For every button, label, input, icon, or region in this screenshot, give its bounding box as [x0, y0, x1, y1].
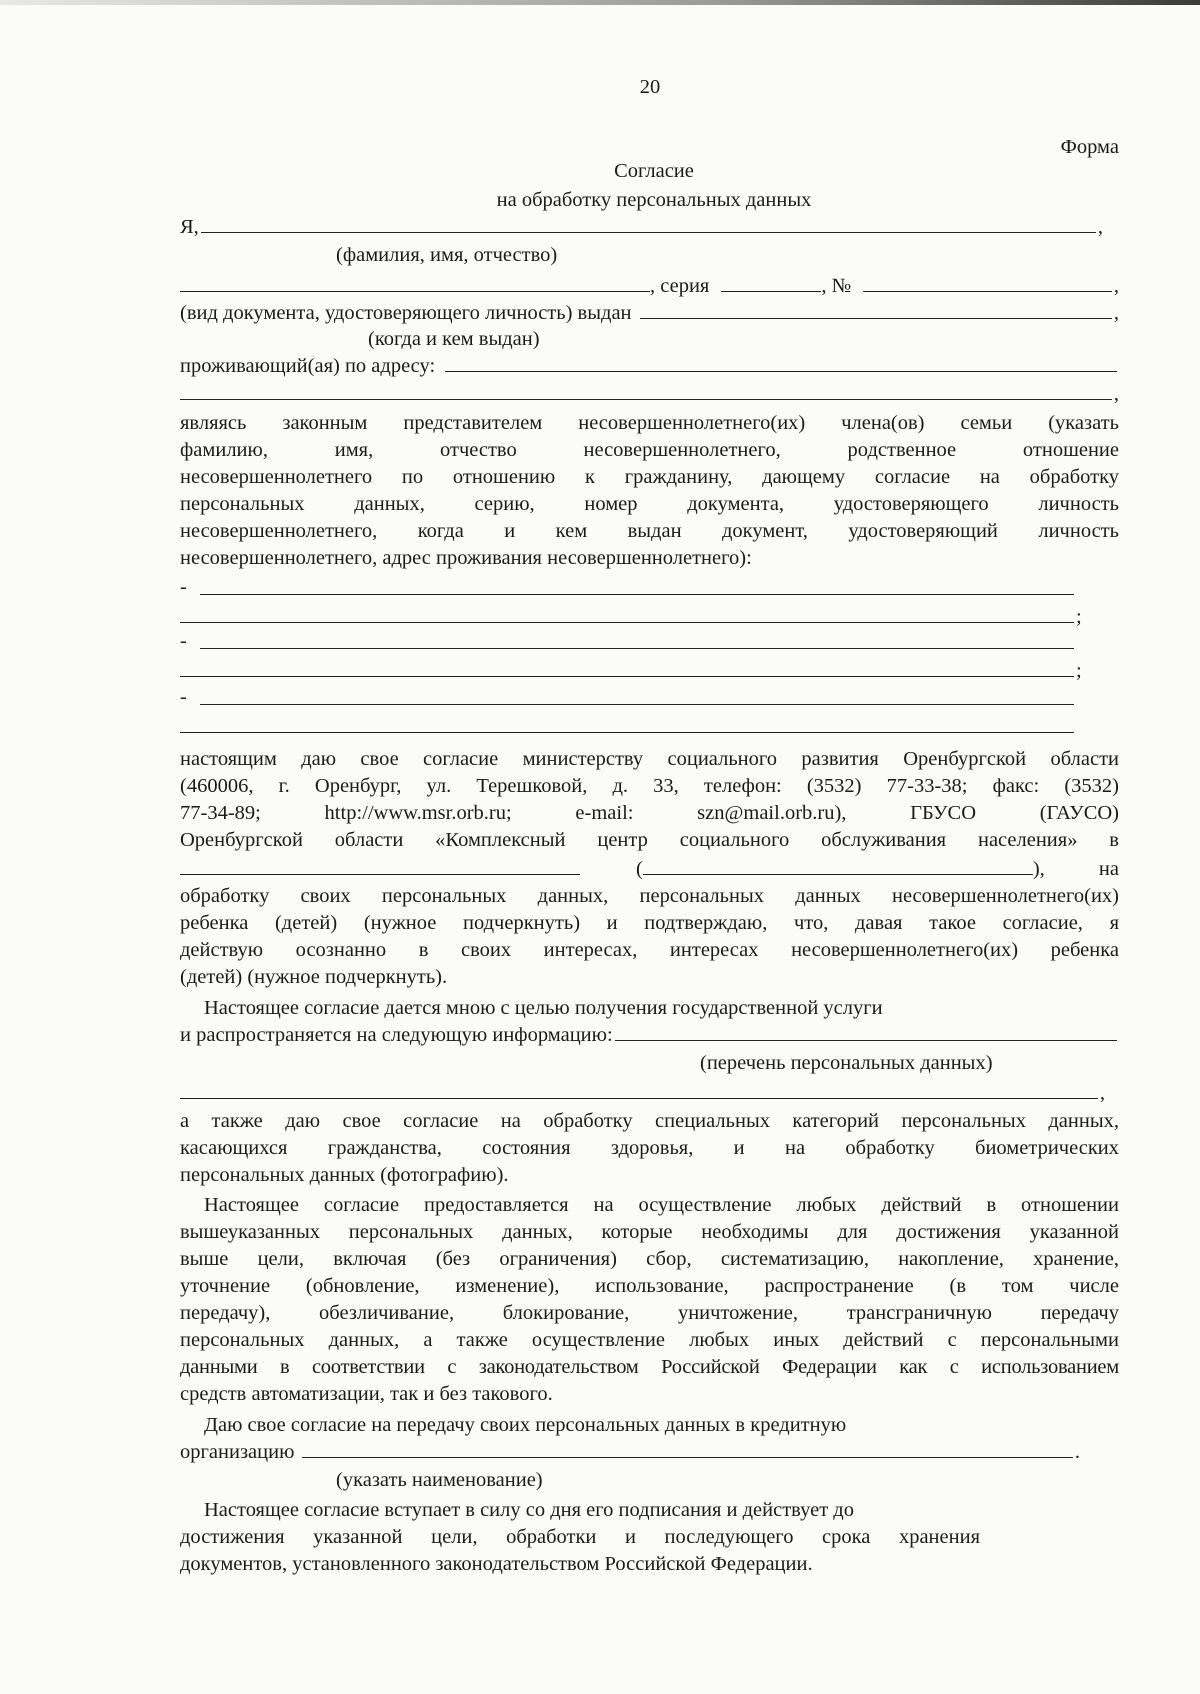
minor-2-dash: - — [180, 630, 187, 652]
form-label: Форма — [1060, 136, 1119, 158]
fio-field[interactable] — [201, 215, 1096, 233]
minor-1-dash: - — [180, 576, 187, 598]
para3-line-3: действую осознанно в своих интересах, интересах несовершеннолетнего(их) ребенка — [180, 939, 1119, 961]
actions-line-1: Настоящее согласие предоставляется на осуществление любых действий в отношении — [204, 1194, 1119, 1216]
hint-issued: (когда и кем выдан) — [368, 328, 540, 350]
actions-line-2: вышеуказанных персональных данных, которые необходимы для достижения указанной — [180, 1221, 1119, 1243]
hint-pd-list: (перечень персональных данных) — [700, 1052, 993, 1074]
minor-3-field-2[interactable] — [180, 732, 1074, 733]
center-location-field[interactable] — [643, 857, 1033, 875]
para2-line-3: 77-34-89; http://www.msr.orb.ru; e-mail: szn@mail.orb.ru), ГБУСО (ГАУСО) — [180, 802, 1119, 824]
minor-2-field-2[interactable] — [180, 676, 1074, 677]
minor-2-field[interactable] — [200, 648, 1074, 649]
number-label: , № — [821, 275, 852, 297]
bank-line-2 — [180, 1439, 1080, 1465]
validity-line-3: документов, установленного законодательством Российской Федерации. — [180, 1553, 813, 1575]
bank-line-1: Даю свое согласие на передачу своих персональных данных в кредитную — [204, 1414, 847, 1436]
actions-line-8: средств автоматизации, так и без такового. — [180, 1383, 553, 1405]
purpose-line-2 — [180, 1022, 1119, 1048]
open-paren: ( — [636, 858, 643, 880]
bank-period: . — [1074, 1441, 1080, 1463]
seria-label: , серия — [650, 275, 710, 297]
para1-line-5: несовершеннолетнего, когда и кем выдан документ, удостоверяющий личность — [180, 520, 1119, 542]
hint-fio: (фамилия, имя, отчество) — [336, 244, 558, 266]
para2-line-4: Оренбургской области «Комплексный центр социального обслуживания населения» в — [180, 829, 1119, 851]
special-line-3: персональных данных (фотографию). — [180, 1164, 509, 1186]
address-comma: , — [1113, 383, 1119, 405]
address-line — [180, 353, 1119, 379]
para1-line-1: являясь законным представителем несовершеннолетнего(их) члена(ов) семьи (указать — [180, 412, 1119, 434]
center-name-field[interactable] — [180, 857, 580, 875]
para2-line-2: (460006, г. Оренбург, ул. Терешковой, д. 33, телефон: (3532) 77-33-38; факс: (3532) — [180, 775, 1119, 797]
seria-field[interactable] — [721, 274, 821, 292]
para1-line-3: несовершеннолетнего по отношению к гражданину, дающему согласие на обработку — [180, 466, 1119, 488]
title-line-1: Согласие — [614, 160, 694, 182]
bank-label: организацию — [180, 1441, 295, 1463]
actions-line-6: персональных данных, а также осуществление любых иных действий с персональными — [180, 1329, 1119, 1351]
address-field-2[interactable] — [180, 382, 1112, 400]
scan-edge — [0, 0, 1200, 5]
close-paren: ), — [1032, 858, 1045, 880]
para1-line-4: персональных данных, серию, номер документа, удостоверяющего личность — [180, 493, 1119, 515]
pd-list-line-2 — [180, 1080, 1119, 1106]
validity-line-1: Настоящее согласие вступает в силу со дня его подписания и действует до — [204, 1499, 854, 1521]
page-number: 20 — [639, 76, 661, 98]
na-word: на — [1098, 858, 1119, 880]
actions-line-5: передачу), обезличивание, блокирование, уничтожение, трансграничную передачу — [180, 1302, 1119, 1324]
actions-line-7: данными в соответствии с законодательством Российской Федерации как с использованием — [180, 1356, 1119, 1378]
title-line-2: на обработку персональных данных — [496, 189, 812, 211]
minor-3-field[interactable] — [200, 704, 1074, 705]
special-line-2: касающихся гражданства, состояния здоровья, и на обработку биометрических — [180, 1137, 1119, 1159]
minor-2-semicolon: ; — [1076, 660, 1082, 682]
minor-1-field-2[interactable] — [180, 622, 1074, 623]
address-label: проживающий(ая) по адресу: — [180, 355, 436, 377]
fio-line — [180, 214, 1119, 240]
actions-line-4: уточнение (обновление, изменение), использование, распространение (в том числе — [180, 1275, 1119, 1297]
doc-type-label: (вид документа, удостоверяющего личность) выдан — [180, 302, 632, 324]
purpose-label: и распространяется на следующую информацию: — [180, 1024, 613, 1046]
hint-bank-name: (указать наименование) — [336, 1469, 543, 1491]
number-field[interactable] — [863, 274, 1112, 292]
pd-list-field[interactable] — [615, 1023, 1117, 1041]
issued-field[interactable] — [640, 301, 1112, 319]
fio-comma: , — [1097, 216, 1103, 238]
address-line-2 — [180, 381, 1119, 407]
para3-line-2: ребенка (детей) (нужное подчеркнуть) и подтверждаю, что, давая такое согласие, я — [180, 912, 1119, 934]
pd-list-field-2[interactable] — [180, 1081, 1098, 1099]
para1-line-2: фамилию, имя, отчество несовершеннолетнего, родственное отношение — [180, 439, 1119, 461]
actions-line-3: выше цели, включая (без ограничения) сбор, систематизацию, накопление, хранение, — [180, 1248, 1119, 1270]
document-type-field[interactable] — [180, 274, 650, 292]
special-line-1: а также даю свое согласие на обработку специальных категорий персональных данных, — [180, 1110, 1119, 1132]
address-field[interactable] — [445, 354, 1117, 372]
issued-comma: , — [1113, 302, 1119, 324]
center-line — [180, 856, 1119, 882]
purpose-line-1: Настоящее согласие дается мною с целью получения государственной услуги — [204, 997, 883, 1019]
minor-1-field[interactable] — [200, 594, 1074, 595]
pd-list-comma: , — [1099, 1082, 1105, 1104]
issued-line — [180, 300, 1119, 326]
para2-line-1: настоящим даю свое согласие министерству социального развития Оренбургской области — [180, 748, 1119, 770]
document-line — [180, 273, 1119, 299]
bank-name-field[interactable] — [302, 1440, 1072, 1458]
para3-line-1: обработку своих персональных данных, персональных данных несовершеннолетнего(их) — [180, 885, 1119, 907]
minor-1-semicolon: ; — [1076, 606, 1082, 628]
para3-line-4: (детей) (нужное подчеркнуть). — [180, 966, 448, 988]
ya-prefix: Я, — [180, 216, 199, 238]
number-comma: , — [1113, 275, 1119, 297]
para1-line-6: несовершеннолетнего, адрес проживания несовершеннолетнего): — [180, 547, 752, 569]
validity-line-2: достижения указанной цели, обработки и последующего срока хранения — [180, 1526, 980, 1548]
minor-3-dash: - — [180, 686, 187, 708]
